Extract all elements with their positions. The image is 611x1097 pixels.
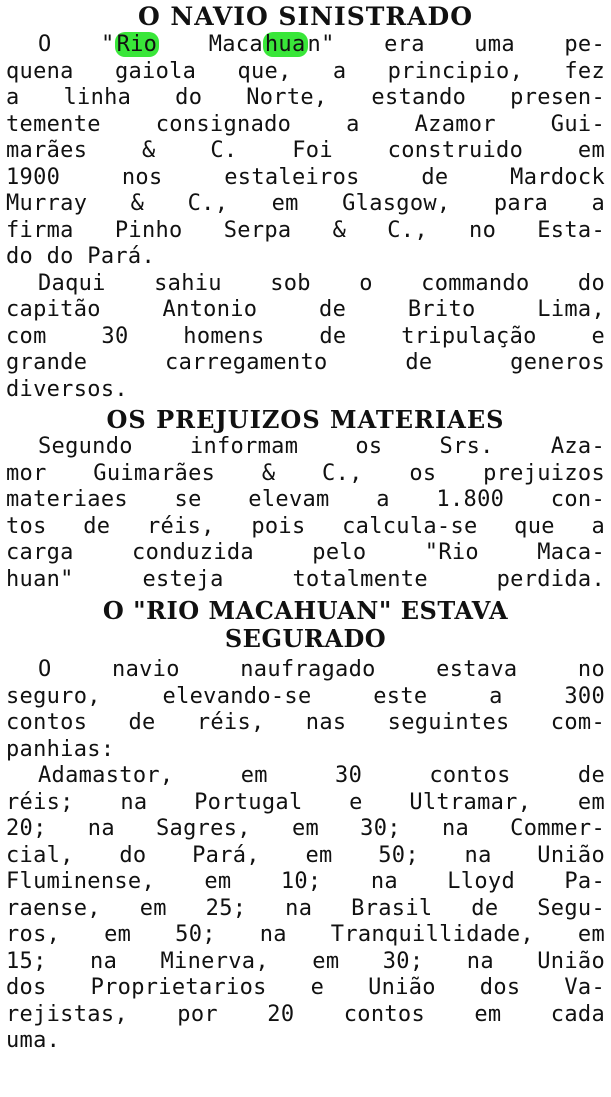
- paragraph-line: Fluminense, em 10; na Lloyd Pa-: [6, 869, 605, 894]
- paragraph-line: dos Proprietarios e União dos Va-: [6, 975, 605, 1000]
- paragraph-line: seguro, elevando-se este a 300: [6, 683, 605, 709]
- paragraph-line: 15; na Minerva, em 30; na União: [6, 948, 605, 974]
- highlighted-word-rio: Rio: [116, 32, 158, 57]
- paragraph-line: quena gaiola que, a principio, fez: [6, 58, 605, 84]
- headline-line: SEGURADO: [224, 624, 387, 653]
- paragraph-line: O "Rio Macahuan" era uma pe-: [38, 32, 605, 57]
- paragraph-line: Segundo informam os Srs. Aza-: [38, 434, 605, 459]
- paragraph-prejuizos: [6, 434, 605, 593]
- paragraph-line: uma.: [6, 1028, 61, 1053]
- paragraph-line: do do Pará.: [6, 244, 155, 269]
- paragraph-line: raense, em 25; na Brasil de Segu-: [6, 895, 605, 921]
- headline-navio-sinistrado: O NAVIO SINISTRADO: [137, 2, 474, 31]
- paragraph-line: 1900 nos estaleiros de Mardock: [6, 164, 605, 190]
- paragraph-line: tos de réis, pois calcula-se que a: [6, 513, 605, 539]
- paragraph-line: capitão Antonio de Brito Lima,: [6, 297, 605, 322]
- paragraph-line: panhias:: [6, 736, 115, 762]
- paragraph-line: a linha do Norte, estando presen-: [6, 85, 605, 110]
- paragraph-line: rejistas, por 20 contos em cada: [6, 1001, 605, 1027]
- paragraph-navio-description: [6, 32, 605, 403]
- paragraph-line: contos de réis, nas seguintes com-: [6, 710, 605, 735]
- headline-line: O "RIO MACAHUAN" ESTAVA: [102, 596, 509, 625]
- paragraph-line: marães & C. Foi construido em: [6, 138, 605, 163]
- paragraph-line: réis; na Portugal e Ultramar, em: [6, 789, 605, 815]
- paragraph-line: cial, do Pará, em 50; na União: [6, 842, 605, 868]
- paragraph-line: Adamastor, em 30 contos de: [38, 763, 605, 788]
- paragraph-line: 20; na Sagres, em 30; na Commer-: [6, 816, 605, 841]
- headline-prejuizos-materiaes: OS PREJUIZOS MATERIAES: [106, 405, 505, 434]
- paragraph-line: huan" esteja totalmente perdida.: [6, 566, 605, 592]
- paragraph-line: firma Pinho Serpa & C., no Esta-: [6, 217, 605, 243]
- paragraph-line: diversos.: [6, 376, 128, 402]
- paragraph-line: Daqui sahiu sob o commando do: [38, 270, 605, 296]
- paragraph-line: carga conduzida pelo "Rio Maca-: [6, 540, 605, 565]
- headline-estava-segurado: [6, 597, 605, 653]
- paragraph-line: O navio naufragado estava no: [38, 657, 605, 682]
- paragraph-line: Murray & C., em Glasgow, para a: [6, 191, 605, 216]
- paragraph-line: ros, em 50; na Tranquillidade, em: [6, 922, 605, 947]
- paragraph-line: grande carregamento de generos: [6, 350, 605, 375]
- paragraph-line: temente consignado a Azamor Gui-: [6, 111, 605, 137]
- paragraph-line: materiaes se elevam a 1.800 con-: [6, 487, 605, 512]
- paragraph-line: com 30 homens de tripulação e: [6, 323, 605, 349]
- paragraph-line: mor Guimarães & C., os prejuizos: [6, 460, 605, 486]
- paragraph-seguro: [6, 657, 605, 1055]
- highlighted-word-hua: hua: [264, 32, 306, 57]
